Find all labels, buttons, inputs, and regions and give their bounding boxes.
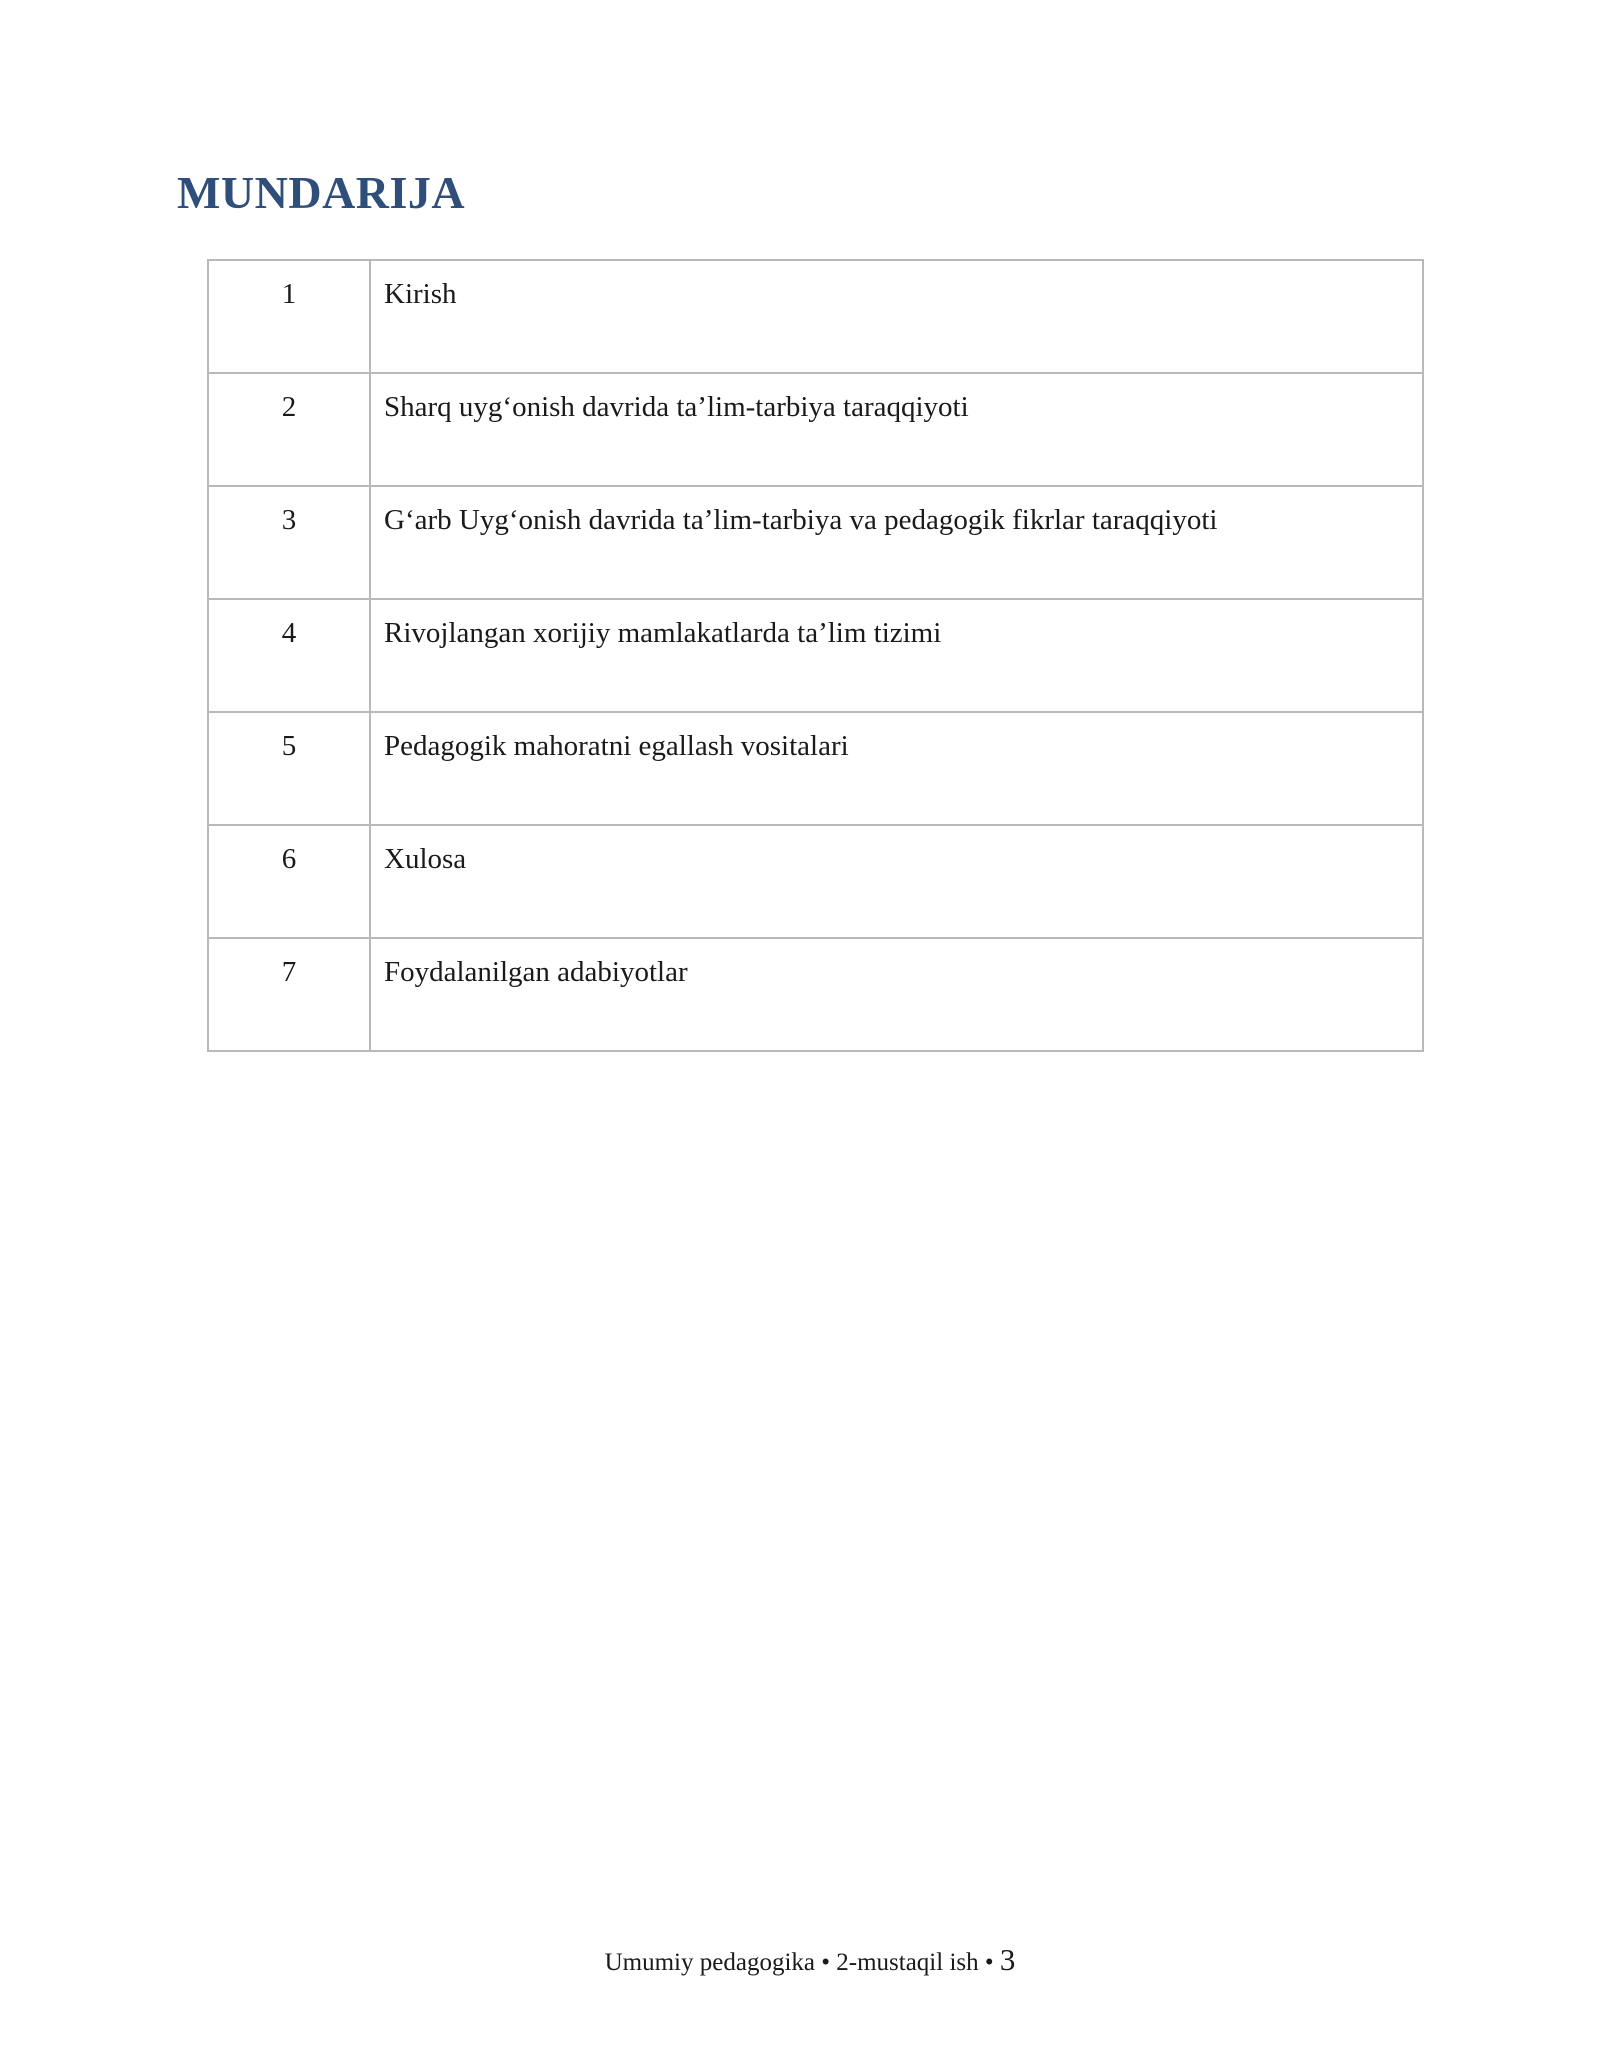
toc-number: 4 (208, 599, 370, 712)
toc-title: Kirish (370, 260, 1423, 373)
table-of-contents (207, 259, 1424, 1052)
toc-title: Rivojlangan xorijiy mamlakatlarda ta’lim tizimi (370, 599, 1423, 712)
table-row (208, 260, 1423, 373)
page-footer (0, 1942, 1600, 1978)
table-row (208, 712, 1423, 825)
toc-number: 6 (208, 825, 370, 938)
table-row (208, 599, 1423, 712)
page-title: MUNDARIJA (177, 167, 466, 218)
toc-title: G‘arb Uyg‘onish davrida ta’lim-tarbiya va pedagogik fikrlar taraqqiyoti (370, 486, 1423, 599)
footer-separator: • (821, 1949, 831, 1976)
table-row (208, 373, 1423, 486)
toc-number: 7 (208, 938, 370, 1051)
toc-number: 3 (208, 486, 370, 599)
toc-title: Xulosa (370, 825, 1423, 938)
table-row (208, 825, 1423, 938)
toc-number: 5 (208, 712, 370, 825)
table-row (208, 486, 1423, 599)
toc-number: 2 (208, 373, 370, 486)
toc-title: Sharq uyg‘onish davrida ta’lim-tarbiya taraqqiyoti (370, 373, 1423, 486)
footer-work: 2-mustaqil ish (836, 1949, 979, 1976)
table-row (208, 938, 1423, 1051)
footer-subject: Umumiy pedagogika (604, 1949, 815, 1976)
toc-title: Foydalanilgan adabiyotlar (370, 938, 1423, 1051)
page-number: 3 (999, 1942, 1016, 1977)
toc-number: 1 (208, 260, 370, 373)
toc-title: Pedagogik mahoratni egallash vositalari (370, 712, 1423, 825)
footer-separator: • (984, 1949, 994, 1976)
